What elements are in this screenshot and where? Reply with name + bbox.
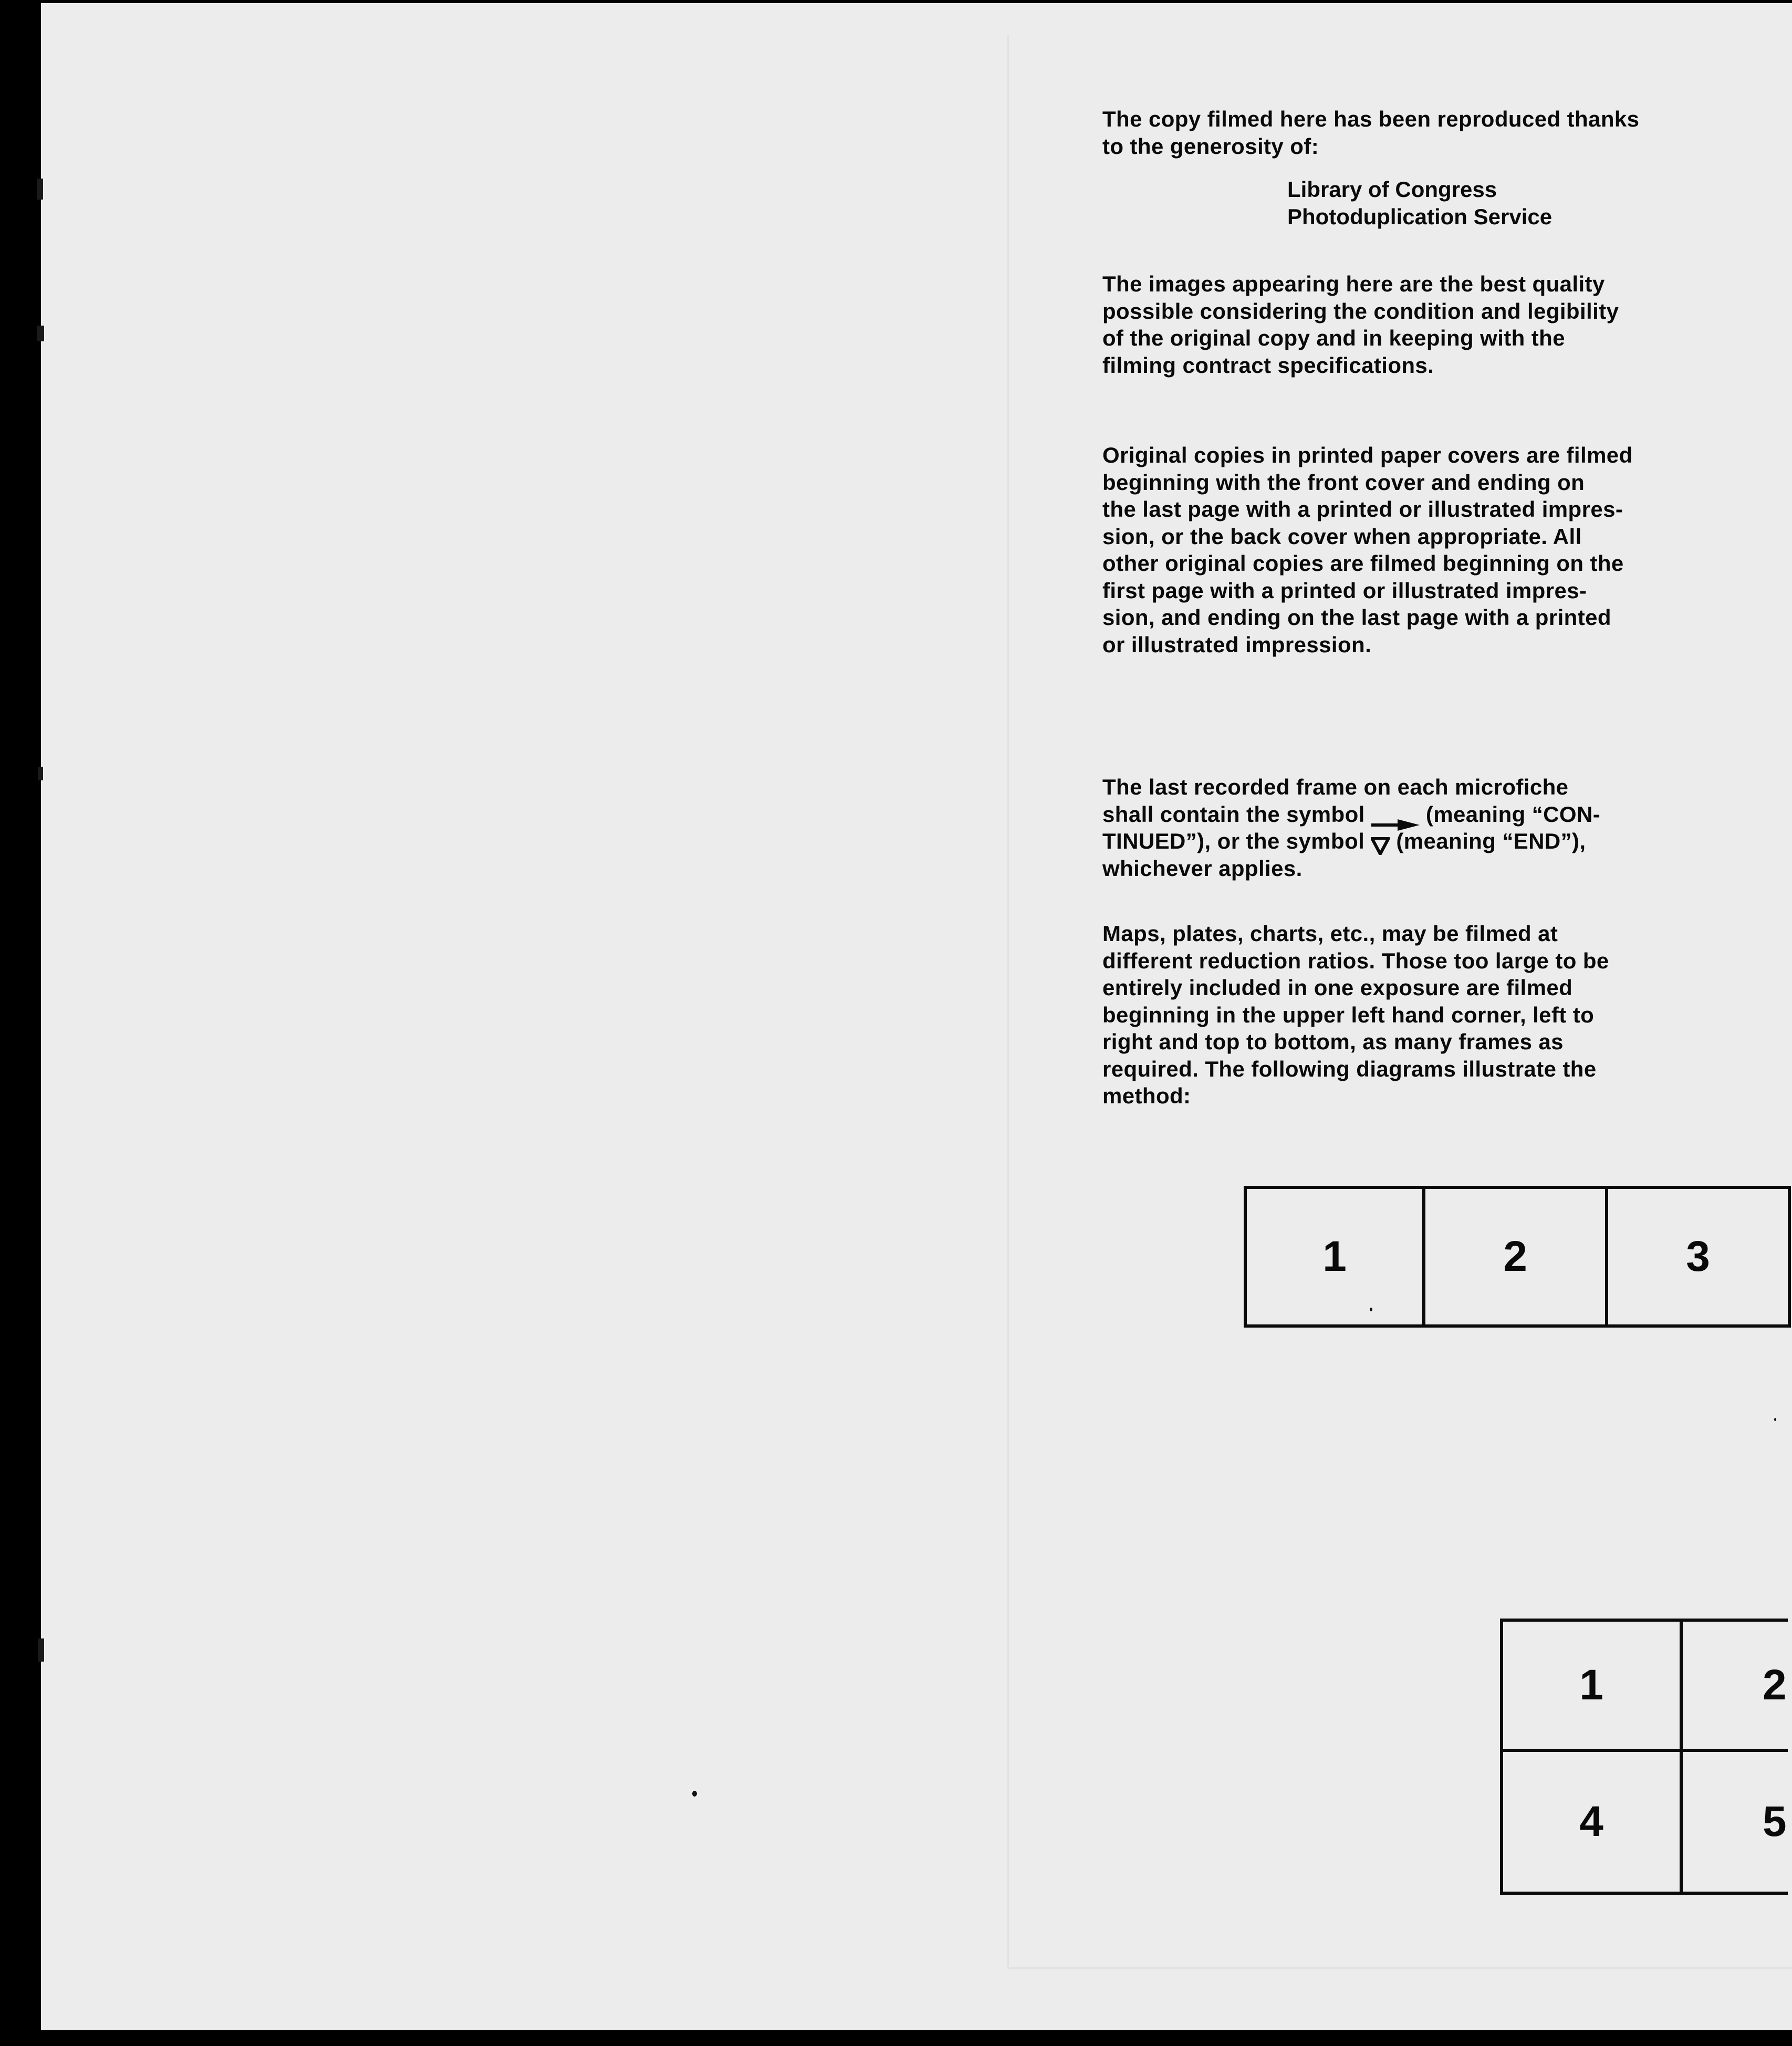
edge-artifact bbox=[37, 326, 44, 341]
symbols-line-2 bbox=[1102, 801, 1722, 828]
symbols-line-4: whichever applies. bbox=[1102, 855, 1303, 881]
covers-paragraph bbox=[1102, 442, 1722, 658]
triangle-down-icon bbox=[1371, 834, 1390, 852]
institution-name: Library of Congress Photoduplication Service bbox=[1287, 177, 1553, 229]
grid-frame-4: 4 bbox=[1503, 1752, 1683, 1892]
arrow-right-icon bbox=[1371, 810, 1420, 821]
maps-paragraph bbox=[1102, 920, 1722, 1110]
quality-text: The images appearing here are the best quality possible considering the condition and legibility of the original copy and in keeping with the filming contract specifications. bbox=[1102, 272, 1619, 378]
diagram-frame-2: 2 bbox=[1425, 1189, 1608, 1324]
grid-frame-5: 5 bbox=[1763, 1798, 1787, 1845]
grid-frame-2: 2 bbox=[1683, 1622, 1788, 1752]
symbols-line-1: The last recorded frame on each microfiche bbox=[1102, 775, 1569, 799]
frame-grid-diagram bbox=[1500, 1619, 1788, 1895]
edge-artifact bbox=[38, 767, 43, 780]
grid-frame-1: 1 bbox=[1503, 1622, 1683, 1752]
symbols-line-2-pre: shall contain the symbol bbox=[1102, 801, 1371, 827]
covers-text: Original copies in printed paper covers are filmed beginning with the front cover and ending on the last page with a printed or illustrated impres- sion, or the back cover when appropriate. All other original copies are filmed beginning on the first page with a printed or illustrated impres- sion, and ending on the last page with a printed or illustrated impression. bbox=[1102, 443, 1633, 657]
frame-sequence-diagram bbox=[1244, 1186, 1791, 1328]
symbols-line-3 bbox=[1102, 828, 1722, 855]
thanks-paragraph bbox=[1102, 106, 1722, 160]
symbols-line-2-post: (meaning “CON- bbox=[1419, 801, 1601, 827]
thanks-text: The copy filmed here has been reproduced thanks to the generosity of: bbox=[1102, 107, 1640, 159]
dust-speck bbox=[692, 1791, 697, 1797]
symbols-paragraph bbox=[1102, 774, 1722, 882]
edge-artifact bbox=[37, 179, 43, 200]
symbols-line-3-pre: TINUED”), or the symbol bbox=[1102, 829, 1371, 853]
diagram-frame-3: 3 bbox=[1608, 1189, 1791, 1324]
quality-paragraph bbox=[1102, 270, 1722, 379]
symbols-line-3-post: (meaning “END”), bbox=[1390, 829, 1586, 853]
edge-artifact bbox=[38, 1638, 44, 1662]
diagram-frame-1: 1 bbox=[1247, 1189, 1425, 1324]
maps-text: Maps, plates, charts, etc., may be filmed at different reduction ratios. Those too large to be entirely included in one exposure are filmed beginning in the upper left hand corner, left to right and top to bottom, as many frames as required. The following diagrams illustrate the method: bbox=[1102, 921, 1609, 1108]
dust-speck bbox=[1774, 1418, 1776, 1421]
